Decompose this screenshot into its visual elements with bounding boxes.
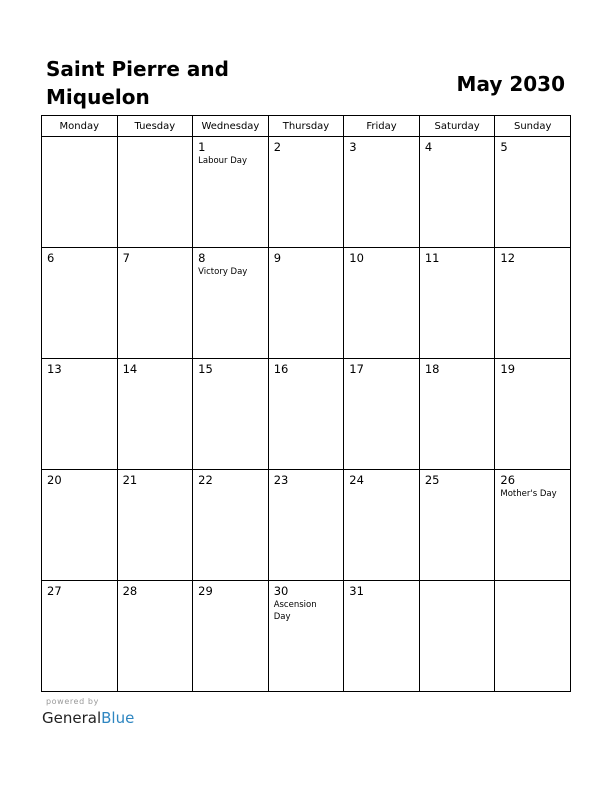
day-cell[interactable] [268, 248, 344, 359]
weekday-header-row [42, 116, 571, 137]
weekday-header: Saturday [419, 116, 495, 137]
day-cell[interactable] [42, 248, 118, 359]
week-row [42, 581, 571, 692]
day-number: 2 [273, 140, 282, 154]
day-number: 17 [349, 362, 364, 376]
day-cell[interactable] [42, 581, 118, 692]
brand-logo[interactable] [42, 708, 134, 728]
day-number: 1 [198, 140, 206, 154]
day-number: 4 [424, 140, 433, 154]
brand-general-text: General [42, 709, 102, 727]
day-number: 11 [424, 251, 440, 265]
day-number: 30 [273, 584, 289, 598]
day-number: 18 [424, 362, 440, 376]
day-number: 5 [500, 140, 508, 154]
day-cell[interactable] [117, 359, 193, 470]
day-number: 27 [47, 584, 62, 598]
brand-blue-text: Blue [101, 709, 135, 727]
day-cell[interactable] [193, 470, 269, 581]
day-cell[interactable] [117, 470, 193, 581]
day-number: 13 [47, 362, 62, 376]
day-cell[interactable] [268, 470, 344, 581]
day-cell[interactable] [495, 359, 571, 470]
day-cell[interactable] [193, 248, 269, 359]
day-number: 10 [349, 251, 364, 265]
holiday-label: Labour Day [198, 156, 248, 166]
day-number: 6 [47, 251, 55, 265]
day-cell[interactable] [117, 248, 193, 359]
day-cell[interactable] [193, 137, 269, 248]
day-cell [495, 581, 571, 692]
weekday-header: Sunday [495, 116, 571, 137]
region-title: Saint Pierre and Miquelon [46, 57, 229, 109]
weekday-header: Monday [42, 116, 118, 137]
day-cell [117, 137, 193, 248]
calendar-grid [41, 115, 571, 692]
holiday-label: Mother's Day [500, 489, 557, 499]
day-cell [419, 581, 495, 692]
day-cell[interactable] [344, 359, 420, 470]
weekday-header: Thursday [268, 116, 344, 137]
day-cell[interactable] [419, 359, 495, 470]
day-number: 26 [500, 473, 516, 487]
day-number: 15 [198, 362, 213, 376]
day-cell[interactable] [268, 359, 344, 470]
day-cell[interactable] [419, 137, 495, 248]
day-cell[interactable] [268, 137, 344, 248]
footer-branding [42, 697, 134, 728]
week-row [42, 359, 571, 470]
day-number: 29 [198, 584, 213, 598]
day-number: 23 [273, 473, 289, 487]
weekday-header: Tuesday [117, 116, 193, 137]
day-number: 19 [500, 362, 516, 376]
weekday-header: Friday [344, 116, 420, 137]
day-cell[interactable] [268, 581, 344, 692]
week-row [42, 248, 571, 359]
day-number: 9 [273, 251, 282, 265]
day-cell[interactable] [495, 470, 571, 581]
day-cell[interactable] [193, 581, 269, 692]
day-cell[interactable] [42, 359, 118, 470]
day-number: 16 [273, 362, 289, 376]
day-cell[interactable] [419, 248, 495, 359]
day-number: 31 [349, 584, 364, 598]
day-cell[interactable] [42, 470, 118, 581]
day-cell[interactable] [193, 359, 269, 470]
day-cell[interactable] [344, 470, 420, 581]
day-number: 20 [47, 473, 62, 487]
holiday-label: Ascension Day [273, 600, 317, 622]
weekday-header: Wednesday [193, 116, 269, 137]
week-row [42, 470, 571, 581]
holiday-label: Victory Day [198, 267, 248, 277]
day-number: 21 [122, 473, 138, 487]
day-number: 12 [500, 251, 516, 265]
day-number: 25 [424, 473, 440, 487]
day-number: 8 [198, 251, 206, 265]
day-cell[interactable] [344, 581, 420, 692]
day-number: 22 [198, 473, 213, 487]
day-number: 28 [122, 584, 138, 598]
day-cell[interactable] [495, 137, 571, 248]
day-number: 24 [349, 473, 364, 487]
day-number: 14 [122, 362, 138, 376]
week-row [42, 137, 571, 248]
day-cell[interactable] [495, 248, 571, 359]
day-cell[interactable] [344, 137, 420, 248]
day-cell[interactable] [419, 470, 495, 581]
day-number: 3 [349, 140, 357, 154]
day-cell[interactable] [117, 581, 193, 692]
powered-by-text: powered by [46, 697, 99, 706]
day-cell [42, 137, 118, 248]
month-year-title: May 2030 [456, 72, 565, 96]
day-cell[interactable] [344, 248, 420, 359]
day-number: 7 [122, 251, 130, 265]
